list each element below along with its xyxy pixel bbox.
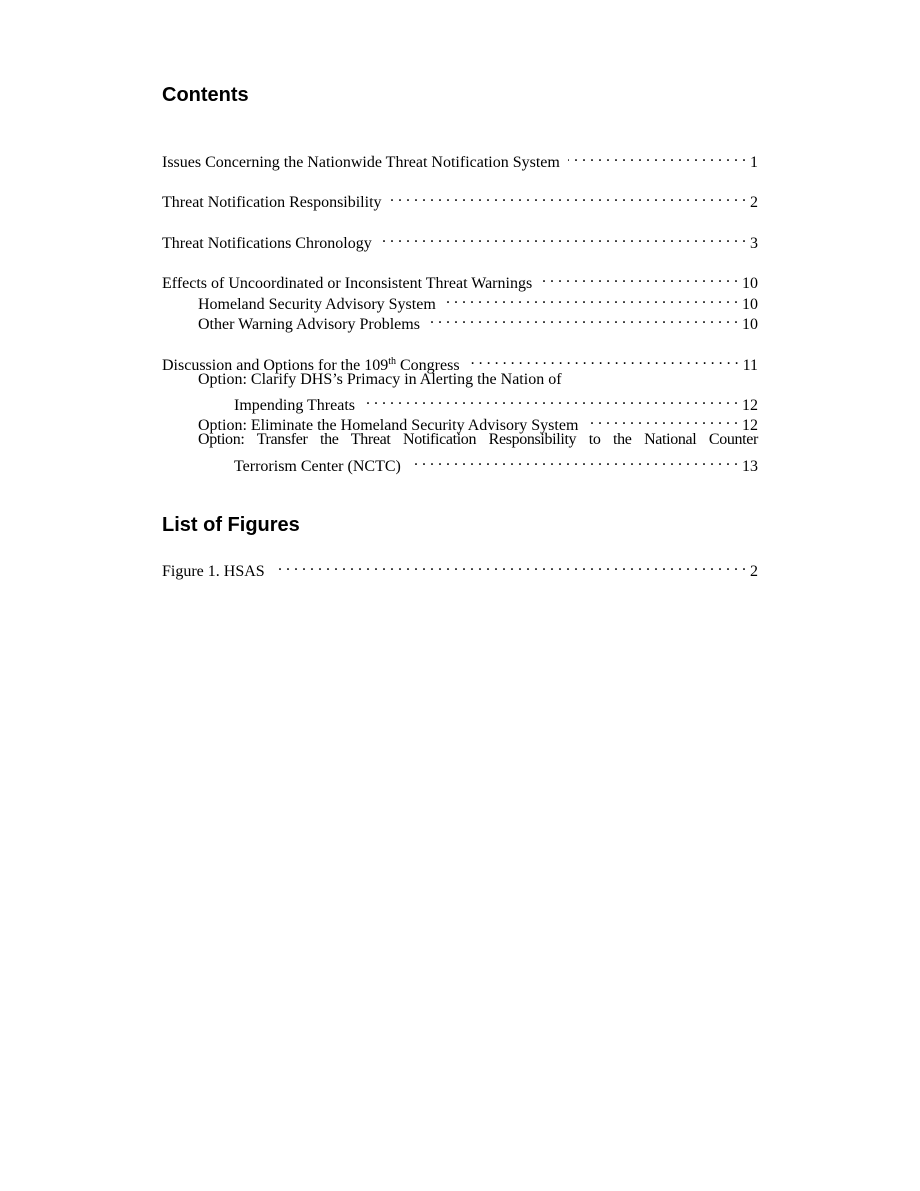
toc-subentry [198, 289, 758, 313]
toc-entry [162, 350, 758, 374]
toc-entry [162, 187, 758, 211]
list-of-figures-heading: List of Figures [162, 514, 300, 536]
toc-subentry [198, 309, 758, 333]
toc-entry-title: Issues Concerning the Nationwide Threat Notification System [162, 154, 560, 171]
toc-leader [363, 390, 738, 410]
toc-entry-page: 10 [742, 296, 758, 313]
toc-entry-title: Threat Notifications Chronology [162, 235, 372, 252]
toc-entry-title: Threat Notification Responsibility [162, 194, 382, 211]
toc-leader [380, 228, 746, 248]
toc-leader [390, 187, 746, 207]
contents-heading: Contents [162, 84, 249, 106]
toc-entry-page: 12 [742, 397, 758, 414]
toc-leader [540, 268, 738, 288]
figure-entry [162, 556, 758, 580]
toc-entry-title: Other Warning Advisory Problems [198, 316, 420, 333]
toc-leader [409, 451, 738, 471]
toc-entry-page: 10 [742, 275, 758, 292]
toc-entry [162, 147, 758, 171]
toc-entry-title: Terrorism Center (NCTC) [234, 458, 401, 475]
toc-subentry-line1: Option: Clarify DHS’s Primacy in Alerting the Nation of [198, 371, 562, 388]
toc-entry-title: Option: Eliminate the Homeland Security Advisory System [198, 417, 579, 434]
toc-entry-page: 3 [750, 235, 758, 252]
toc-subentry-line1: Option: Transfer the Threat Notification Responsibility to the National Counter [198, 431, 758, 448]
title-part: Congress [395, 357, 460, 374]
toc-subentry [198, 410, 758, 434]
toc-leader [468, 350, 739, 370]
toc-entry-page: 2 [750, 194, 758, 211]
toc-entry [162, 268, 758, 292]
toc-leader [444, 289, 738, 309]
toc-leader [428, 309, 738, 329]
toc-entry-title: Impending Threats [234, 397, 356, 414]
toc-entry [162, 228, 758, 252]
toc-subentry [234, 390, 758, 414]
toc-subentry [234, 451, 758, 475]
toc-entry-page: 12 [742, 417, 758, 434]
toc-leader [586, 410, 738, 430]
figure-entry-page: 2 [750, 563, 758, 580]
toc-entry-page: 1 [750, 154, 758, 171]
toc-entry-title: Homeland Security Advisory System [198, 296, 436, 313]
toc-leader [568, 147, 746, 167]
toc-entry-page: 10 [742, 316, 758, 333]
ordinal-suffix: th [388, 356, 396, 367]
title-part: Discussion and Options for the 109 [162, 357, 389, 374]
toc-leader [273, 556, 746, 576]
toc-entry-title: Effects of Uncoordinated or Inconsistent Threat Warnings [162, 275, 533, 292]
toc-entry-page: 13 [742, 458, 758, 475]
toc-entry-page: 11 [742, 357, 758, 374]
figure-entry-title: Figure 1. HSAS [162, 563, 265, 580]
